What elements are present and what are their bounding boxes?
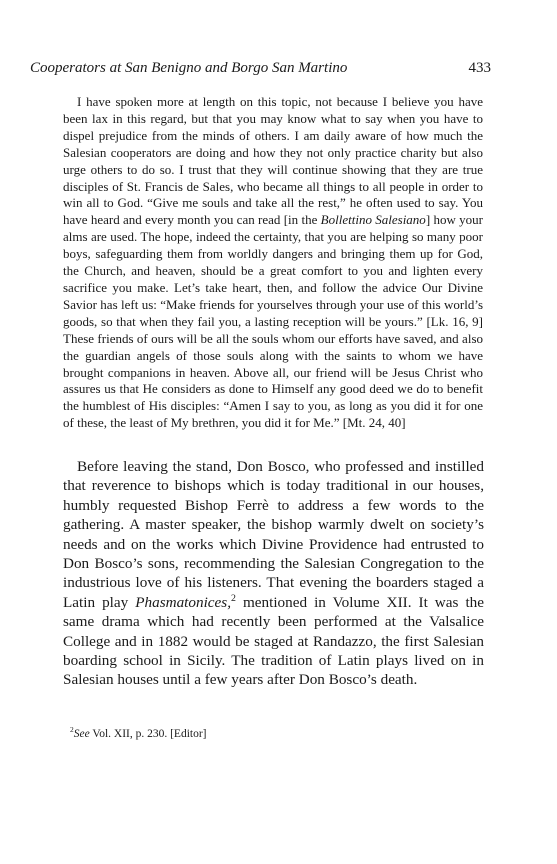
footnote-reference: 2 xyxy=(231,592,236,604)
footnote-marker: 2 xyxy=(70,725,74,735)
narrative-text-2: mentioned in Volume XII. It was the same drama which had recently been performed at the Valsalice College and in 1882 would be staged at Randazzo, the first Salesian boarding school in Sicily. The tradition of Latin plays lived on in Salesian houses until a few years after Don Bosco’s death. xyxy=(63,593,484,689)
narrative-paragraph xyxy=(63,457,484,690)
quote-text-2: ] how your alms are used. The hope, indeed the certainty, that you are helping so many poor boys, safeguarding them from worldly dangers and bringing them up for God, the Church, and heaven, should be a great comfort to you and lighten every sacrifice you make. Let’s take heart, then, and follow the advice Our Divine Savior has left us: “Make friends for yourselves through your use of this world’s goods, so that when they fail you, a lasting reception will be yours.” [Lk. 16, 9] These friends of ours will be all the souls whom our efforts have saved, and also the guardian angels of those souls along with the saints to whom we have brought companions in heaven. Above all, our friend will be Jesus Christ who assures us that He considers as done to Himself any good deed we do to benefit the humblest of His disciples: “Amen I say to you, as long as you did it for one of these, the least of My brethren, you did it for Me.” [Mt. 24, 40] xyxy=(63,212,483,431)
quote-text-1: I have spoken more at length on this topic, not because I believe you have been lax in this regard, but that you may know what to say when you have to dispel prejudice from the minds of others. I am daily aware of how much the Salesian cooperators are doing and how they not only practice charity but also urge others to do so. I trust that they will continue showing that they are true disciples of St. Francis de Sales, who became all things to all people in order to win all to God. “Give me souls and take all the rest,” he often used to say. You have heard and every month you can read [in the xyxy=(63,94,483,228)
narrative-text-1: Before leaving the stand, Don Bosco, who professed and instilled that reverence to bishops which is today traditional in our houses, humbly requested Bishop Ferrè to address a few words to the gathering. A master speaker, the bishop warmly dwelt on society’s needs and on the works which Divine Providence had entrusted to Don Bosco’s sons, recommending the Salesian Congregation to the industrious love of his listeners. That evening the boarders staged a Latin play xyxy=(63,458,484,611)
page-number: 433 xyxy=(468,60,491,76)
narrative-italic-title: Phasmatonices, xyxy=(135,593,231,611)
quote-italic-title: Bollettino Salesiano xyxy=(320,212,426,228)
quoted-speech-paragraph xyxy=(63,94,483,432)
footnote-text: Vol. XII, p. 230. [Editor] xyxy=(89,728,207,740)
footnote-italic: See xyxy=(73,728,90,740)
footnote xyxy=(70,727,207,742)
running-title: Cooperators at San Benigno and Borgo San Martino xyxy=(30,60,348,76)
running-head xyxy=(30,58,491,78)
